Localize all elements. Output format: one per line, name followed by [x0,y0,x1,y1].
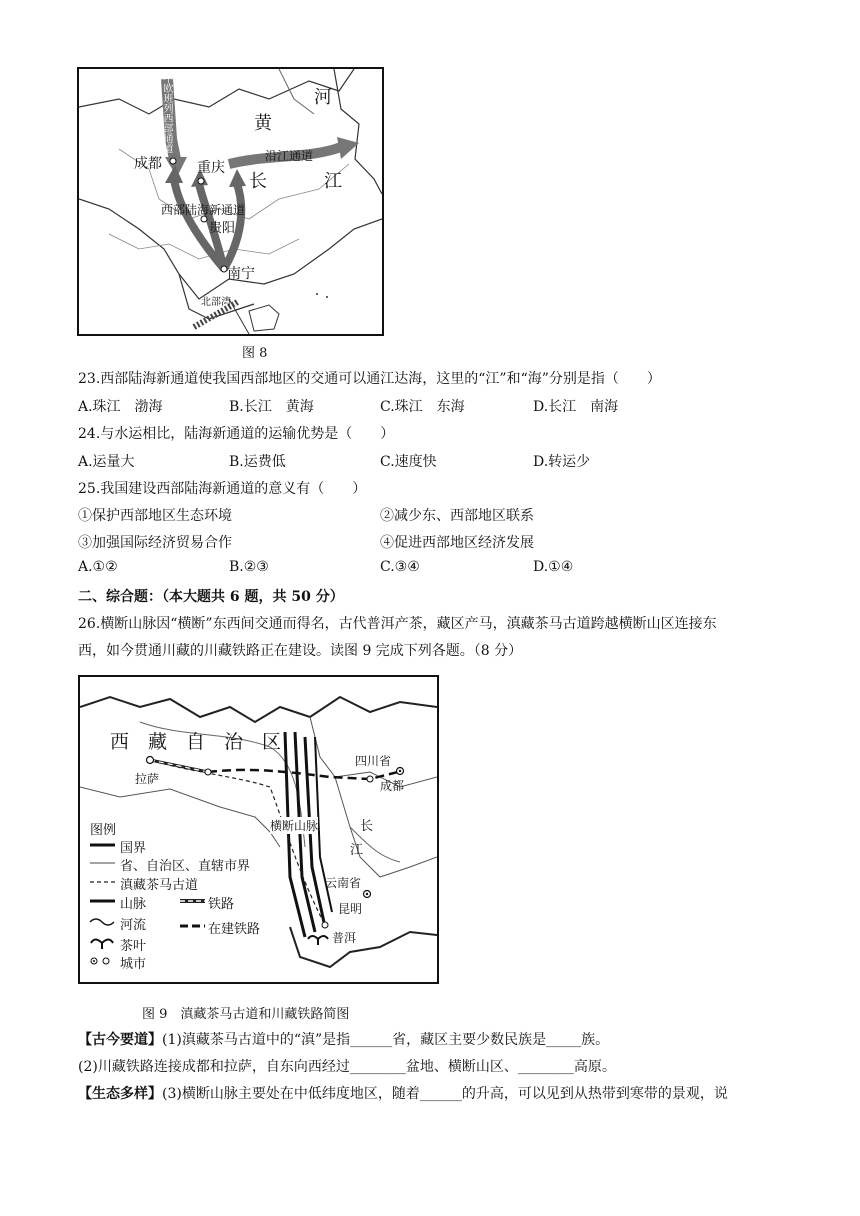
legend-tea: 茶叶 [120,939,147,954]
label-jiang-9: 江 [350,843,364,858]
q24-option-b: B.运费低 [229,454,286,470]
sub2-text: (2)川藏铁路连接成都和拉萨，自东向西经过________盆地、横断山区、________高原。 [78,1059,616,1075]
q25-option-d: D.①④ [533,559,574,575]
label-chengdu: 成都 [134,156,162,172]
legend-railway-building: 在建铁路 [208,922,261,937]
label-xizang: 西 藏 自 治 区 [110,731,282,753]
label-yanjiang: 沿江通道 [265,149,314,163]
q25-item-3: ③加强国际经济贸易合作 [78,535,232,551]
label-sichuan: 四川省 [355,754,392,768]
q25-option-b: B.②③ [229,559,269,575]
legend-railway: 铁路 [208,897,235,912]
sub1-tag: 【古今要道】 [78,1032,162,1048]
label-guiyang: 贵阳 [209,221,236,236]
label-puer: 普洱 [332,931,357,945]
legend-border: 国界 [120,841,147,856]
q26-intro-line1: 26.横断山脉因“横断”东西间交通而得名，古代普洱产茶，藏区产马，滇藏茶马古道跨越横断山区连接东 [78,616,717,632]
q24-option-a: A.运量大 [78,454,135,470]
q24-option-c: C.速度快 [380,454,437,470]
legend-province-border: 省、自治区、直辖市界 [120,859,251,874]
q24-option-d: D.转运少 [533,454,591,470]
label-chongqing: 重庆 [197,160,225,176]
q23-option-a: A.珠江 渤海 [78,399,163,415]
label-nanning: 南宁 [227,266,255,282]
q23-option-b: B.长江 黄海 [229,399,314,415]
label-jiang: 江 [324,171,342,192]
label-he: 河 [314,87,332,108]
label-hengduan: 横断山脉 [270,819,319,833]
figure-8-caption: 图 8 [242,346,268,361]
legend-tea-horse-road: 滇藏茶马古道 [120,878,199,893]
legend-title: 图例 [90,823,117,838]
q23-stem: 23.西部陆海新通道使我国西部地区的交通可以通江达海，这里的“江”和“海”分别是指（ ） [78,371,661,387]
label-chang: 长 [249,171,267,192]
sub3-line [78,1083,728,1103]
label-lasa: 拉萨 [135,772,160,786]
label-yunnan: 云南省 [325,876,362,890]
legend-river: 河流 [120,918,147,933]
figure-8-map [77,67,384,336]
q26-intro-line2: 西，如今贯通川藏的川藏铁路正在建设。读图 9 完成下列各题。（8 分） [78,643,523,659]
sub1-text: (1)滇藏茶马古道中的“滇”是指______省，藏区主要少数民族是_____族。 [162,1032,610,1048]
sub3-tag: 【生态多样】 [78,1086,162,1102]
label-kunming: 昆明 [338,902,363,916]
q23-option-c: C.珠江 东海 [380,399,465,415]
q23-option-d: D.长江 南海 [533,399,619,415]
q25-option-a: A.①② [78,559,118,575]
sub3-text: (3)横断山脉主要处在中低纬度地区，随着______的升高，可以见到从热带到寒带的景观，说 [162,1086,728,1102]
q25-stem: 25.我国建设西部陆海新通道的意义有（ ） [78,481,367,497]
sub1-line [78,1029,609,1049]
label-xibu: 西部陆海新通道 [161,203,246,217]
label-chengdu-9: 成都 [380,779,405,793]
q25-item-1: ①保护西部地区生态环境 [78,508,232,524]
section-2-heading: 二、综合题：（本大题共 6 题，共 50 分） [78,589,344,605]
q25-item-4: ④促进西部地区经济发展 [380,535,534,551]
label-beibuwan: 北部湾 [201,297,231,308]
label-zhongou: 中欧班列西部通道 [161,73,172,153]
figure-9-caption: 图 9 滇藏茶马古道和川藏铁路简图 [142,1007,350,1022]
q25-option-c: C.③④ [380,559,420,575]
legend-mountain: 山脉 [120,897,147,912]
label-huang: 黄 [254,113,272,134]
q25-item-2: ②减少东、西部地区联系 [380,508,534,524]
legend-city: 城市 [120,957,147,972]
q24-stem: 24.与水运相比，陆海新通道的运输优势是（ ） [78,426,395,442]
figure-9-map [78,675,439,984]
label-chang-9: 长 [360,819,374,834]
